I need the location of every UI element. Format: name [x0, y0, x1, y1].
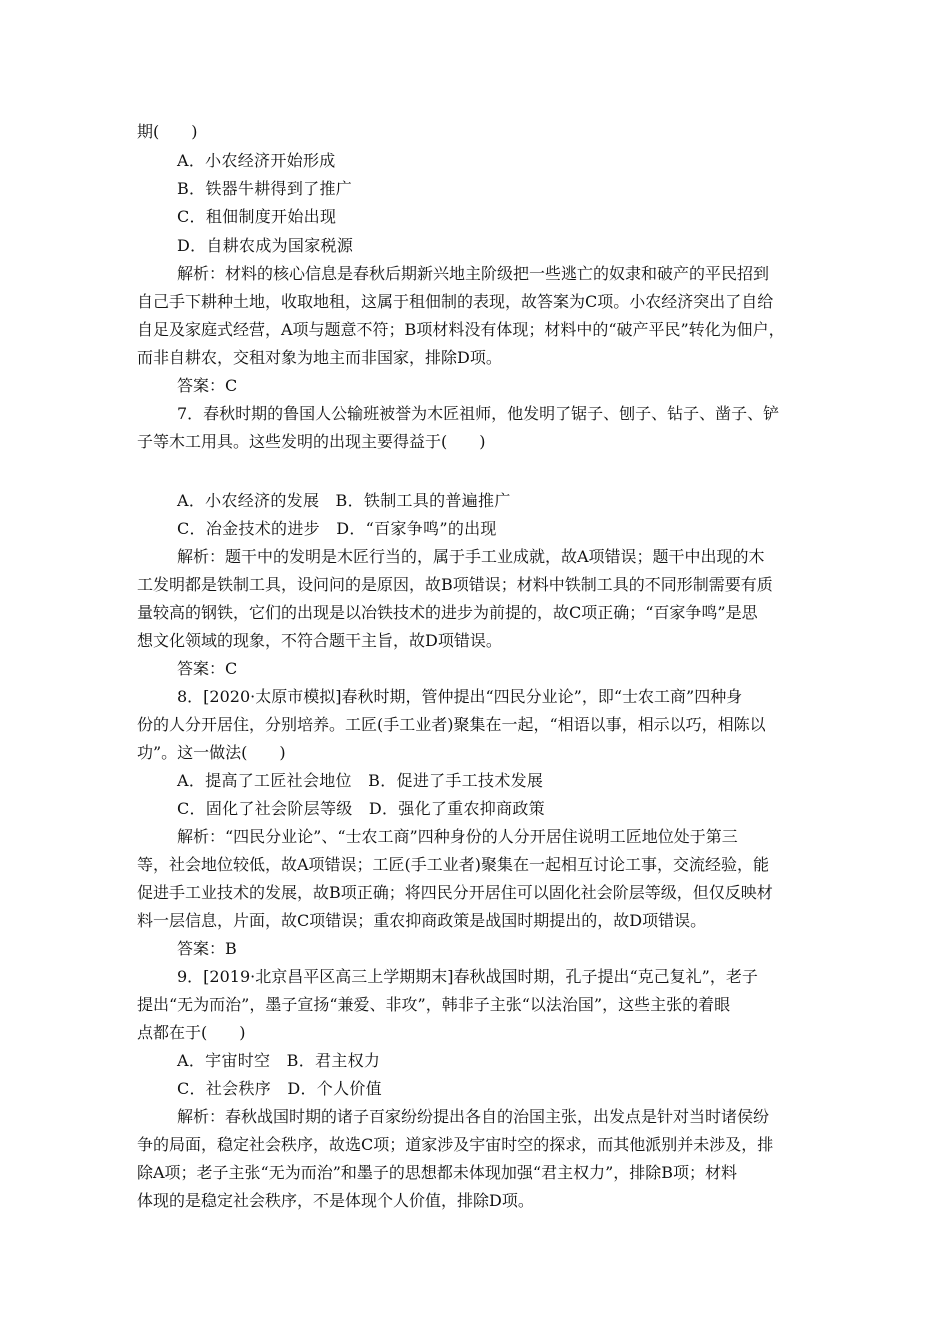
q8-answer: 答案：B [177, 939, 237, 958]
q7-stem-line: 7．春秋时期的鲁国人公输班被誉为木匠祖师，他发明了锯子、刨子、钻子、凿子、铲 [177, 404, 780, 423]
q8-stem-line: 份的人分开居住，分别培养。工匠(手工业者)聚集在一起，“相语以事，相示以巧，相陈以 [137, 715, 766, 734]
q7-options-line: C．冶金技术的进步 D．“百家争鸣”的出现 [177, 519, 497, 538]
q9-options-line: A．宇宙时空 B．君主权力 [177, 1051, 381, 1070]
q7-analysis-line: 工发明都是铁制工具，设问问的是原因，故B项错误；材料中铁制工具的不同形制需要有质 [137, 575, 773, 594]
q6-analysis-line: 而非自耕农，交租对象为地主而非国家，排除D项。 [137, 348, 502, 367]
q7-analysis-line: 量较高的钢铁，它们的出现是以冶铁技术的进步为前提的，故C项正确；“百家争鸣”是思 [137, 603, 758, 622]
q6-stem: 期( ) [137, 122, 198, 141]
q9-analysis-line: 体现的是稳定社会秩序，不是体现个人价值，排除D项。 [137, 1191, 534, 1210]
q8-stem-line: 功”。这一做法( ) [137, 743, 286, 762]
q8-options-line: C．固化了社会阶层等级 D．强化了重农抑商政策 [177, 799, 545, 818]
q9-stem-line: 9．[2019·北京昌平区高三上学期期末]春秋战国时期，孔子提出“克己复礼”，老子 [177, 967, 758, 986]
q7-analysis-line: 解析：题干中的发明是木匠行当的，属于手工业成就，故A项错误；题干中出现的木 [177, 547, 765, 566]
q8-analysis-line: 促进手工业技术的发展，故B项正确；将四民分开居住可以固化社会阶层等级，但仅反映材 [137, 883, 773, 902]
q9-analysis-line: 争的局面，稳定社会秩序，故选C项；道家涉及宇宙时空的探求，而其他派别并未涉及，排 [137, 1135, 774, 1154]
q6-analysis-line: 自己手下耕种土地，收取地租，这属于租佃制的表现，故答案为C项。小农经济突出了自给 [137, 292, 774, 311]
q8-analysis-line: 料一层信息，片面，故C项错误；重农抑商政策是战国时期提出的，故D项错误。 [137, 911, 707, 930]
q9-stem-line: 提出“无为而治”，墨子宣扬“兼爱、非攻”，韩非子主张“以法治国”，这些主张的着眼 [137, 995, 731, 1014]
q8-options-line: A．提高了工匠社会地位 B．促进了手工技术发展 [177, 771, 544, 790]
q7-answer: 答案：C [177, 659, 238, 678]
q7-stem-line: 子等木工用具。这些发明的出现主要得益于( ) [137, 432, 486, 451]
q9-stem-line: 点都在于( ) [137, 1023, 246, 1042]
q9-analysis-line: 除A项；老子主张“无为而治”和墨子的思想都未体现加强“君主权力”，排除B项；材料 [137, 1163, 738, 1182]
q6-analysis-line: 自足及家庭式经营，A项与题意不符；B项材料没有体现；材料中的“破产平民”转化为佃户， [137, 320, 785, 339]
q6-answer: 答案：C [177, 376, 238, 395]
q6-option-a: A．小农经济开始形成 [177, 151, 336, 170]
q6-analysis-line: 解析：材料的核心信息是春秋后期新兴地主阶级把一些逃亡的奴隶和破产的平民招到 [177, 264, 770, 283]
q8-stem-line: 8．[2020·太原市模拟]春秋时期，管仲提出“四民分业论”，即“士农工商”四种身 [177, 687, 743, 706]
q6-option-d: D．自耕农成为国家税源 [177, 236, 354, 255]
q9-analysis-line: 解析：春秋战国时期的诸子百家纷纷提出各自的治国主张，出发点是针对当时诸侯纷 [177, 1107, 770, 1126]
q9-options-line: C．社会秩序 D．个人价值 [177, 1079, 382, 1098]
q7-analysis-line: 想文化领域的现象，不符合题干主旨，故D项错误。 [137, 631, 502, 650]
q7-options-line: A．小农经济的发展 B．铁制工具的普遍推广 [177, 491, 511, 510]
q8-analysis-line: 解析：“四民分业论”、“士农工商”四种身份的人分开居住说明工匠地位处于第三 [177, 827, 738, 846]
q6-option-c: C．租佃制度开始出现 [177, 207, 337, 226]
q6-option-b: B．铁器牛耕得到了推广 [177, 179, 353, 198]
q8-analysis-line: 等，社会地位较低，故A项错误；工匠(手工业者)聚集在一起相互讨论工事，交流经验，能 [137, 855, 770, 874]
